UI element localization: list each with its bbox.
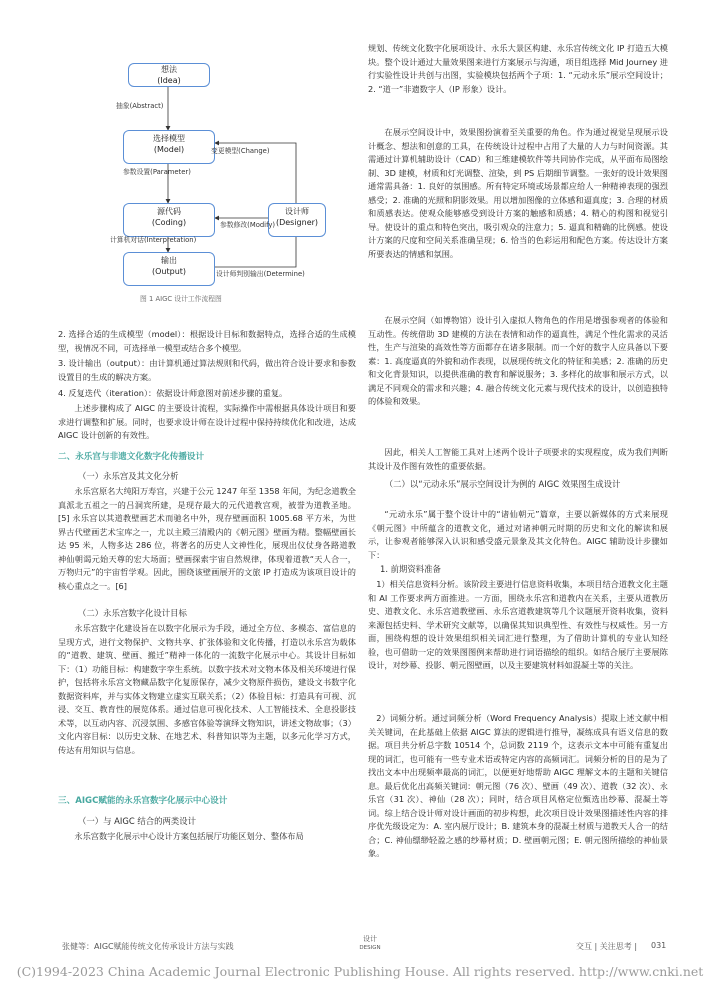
right-paragraph-yuandong: “元动永乐”属于整个设计中的“诸仙朝元”篇章，主要以新媒体的方式来展现《朝元图》中所蕴含的道教文化，通过对诸神朝元时期的历史和文化的解读和展示，让参观者能够深入认识和感受盛元景象及其文化特色。AIGC 辅助设计步骤如下： <box>368 509 668 560</box>
footer-section: 交互 | 关注思考 | <box>576 942 638 951</box>
left-paragraph-output: 3. 设计输出（output）：由计算机通过算法规则和代码，做出符合设计要求和参数设置目的生成的解决方案。 <box>58 358 356 382</box>
left-paragraph-model: 2. 选择合适的生成模型（model）：根据设计目标和数据特点，选择合适的生成模型，视情况不同，可选择单一模型或结合多个模型。 <box>58 329 356 353</box>
left-paragraph-yongle: 永乐宫原名大纯阳万寿宫，兴建于公元 1247 年至 1358 年间，为纪念道教全真派北五祖之一的吕洞宾所建，是现存最大的元代道教宫观，被誉为道教圣地。[5] 永乐宫以其道教壁画艺术而驰名中外，现存壁画面积 1005.68 平方米，为世界古代壁画艺术宝库之一，尤以主殿三清殿内的《朝元图》壁画为精。整幅壁画长达 95 米，人物多达 286 位，将著名的历史人文神性化，展现出仪仗身各路道教神仙朝谒元始天尊的宏大场面；壁画探索宇宙自然规律，体现着道教“天人合一，万物归元”的宇宙哲学观。因此，围绕该壁画展开的文旅 IP 打造成为该项目设计的核心重点之一。[6] <box>58 486 356 591</box>
figure-caption: 图 1 AIGC 设计工作流程图 <box>140 295 222 303</box>
designer-label: 设计师 <box>285 207 309 216</box>
subheading-yuandong: （二）以“元动永乐”展示空间设计为例的 AIGC 效果图生成设计 <box>384 479 621 489</box>
aigc-workflow-diagram <box>73 55 343 300</box>
label-determine: 设计师判别输出(Determine) <box>216 270 305 278</box>
footer-logo-en: DESIGN <box>359 945 381 951</box>
left-paragraph-summary: 上述步骤构成了 AIGC 的主要设计流程，实际操作中需根据具体设计项目和要求进行调整和扩展。同时，也要求设计师在设计过程中保持持续优化和改进，达成 AIGC 设计创新的有效性。 <box>58 403 356 440</box>
coding-box <box>123 203 215 237</box>
subheading-yongle-analysis: （一）永乐宫及其文化分析 <box>78 471 179 481</box>
coding-label: 源代码 <box>157 207 181 216</box>
right-paragraph-info-analysis: 1）相关信息资料分析。该阶段主要进行信息资料收集，本项目结合道教文化主题和 AI 工作要求两方面推进。一方面，围绕永乐宫和道教内在关系，主要从道教历史、道教文化、永乐宫道教壁画、永乐宫道教建筑等几个议题展开资料收集，资料来源包括史料、学术研究文献等，以确保其知识典型性、有效性与权威性。另一方面，围绕构想的设计效果组织相关词汇进行整理，为了借助计算机的专业认知经验，也可借助一定的效果图图例来帮助进行词语描绘的组织。如结合展厅主要展陈设计，对纱幕、投影、朝元图壁画，以及主要建筑材料如混凝土等的关注。 <box>368 579 668 670</box>
idea-label: 想法 <box>161 65 177 74</box>
designer-box <box>268 203 326 237</box>
output-box <box>123 252 215 286</box>
cnki-watermark: (C)1994-2023 China Academic Journal Electronic Publishing House. All rights reserved. http://www.cnki.net <box>16 964 704 979</box>
output-label: 输出 <box>161 256 177 265</box>
left-paragraph-plan: 永乐宫数字化展示中心设计方案包括展厅功能区划分、整体布局 <box>74 831 304 841</box>
section-heading-3: 三、AIGC赋能的永乐宫数字化展示中心设计 <box>58 796 228 806</box>
label-modify: 参数修改(Modify) <box>220 221 276 229</box>
section-heading-2: 二、永乐宫与非遗文化数字化传播设计 <box>58 452 205 462</box>
output-label-en: (Output) <box>151 267 187 276</box>
subheading-two-designs: （一）与 AIGC 结合的两类设计 <box>78 816 196 826</box>
label-abstract: 抽象(Abstract) <box>116 102 164 110</box>
right-paragraph-digital-human: 在展示空间（如博物馆）设计引入虚拟人物角色的作用是增强参观者的体验和互动性。传统借助 3D 建模的方法在表情和动作的逼真性，满足个性化需求的灵活性，生产与渲染的高效性等方面都存在诸多限制。而一个好的数字人应具备以下要素：1. 高度逼真的外貌和动作表现，以展现传统文化的特征和美感；2. 准确的历史和文化背景知识，以提供准确的教育和解说服务；3. 多样化的故事和展示方式，以满足不同观众的需求和兴趣；4. 融合传统文化元素与现代技术的设计，以创造独特的体验和效果。 <box>368 315 668 406</box>
coding-label-en: (Coding) <box>151 218 187 227</box>
model-label: 选择模型 <box>153 134 185 143</box>
left-paragraph-goals: 永乐宫数字化建设旨在以数字化展示为手段，通过全方位、多模态、富信息的呈现方式，进行文物保护、文物共享、扩张体验和文化传播，打造以永乐宫为载体的“道教、建筑、壁画、搬迁”精神一体化的一流数字化展示中心。其设计目标如下：（1）功能目标：构建数字孪生系统。以数字技术对文物本体及相关环境进行保护，包括将永乐宫文物藏品数字化复原保存，减少文物原件损伤，建设文书数字化数据资料库，并与实体文物建立虚实互联关系；（2）体验目标：打造具有可视、沉浸、交互、教育性的展览体系。通过信息可视化技术、人工智能技术、全息投影技术等，以互动内容、沉浸氛围、多感官体验等演绎文物知识，讲述文物故事；（3）文化内容目标：以历史文脉、在地艺术、科普知识等为主题，以多元化学习方式，传达有用知识与信息。 <box>58 623 356 755</box>
right-paragraph-rendering: 在展示空间设计中，效果图扮演着至关重要的角色。作为通过视觉呈现展示设计概念、想法和创意的工具，在传统设计过程中占用了大量的人力与时间资源。其需通过计算机辅助设计（CAD）和三维建模软件等共同协作完成，从平面布局图绘制、3D 建模，材质和灯光调整、渲染，到 PS 后期细节调整。一张好的设计效果图通常需具备：1. 良好的氛围感。所有特定环境或场景都应给人一种精神表现的强烈感受；2. 准确的光照和阴影效果。用以增加图像的立体感和逼真度；3. 合理的材质和质感表达。使观众能够感受到设计方案的触感和质感；4. 精心的构图和视觉引导。使设计的重点和特色突出，吸引观众的注意力；5. 逼真和精确的比例感。使设计方案的尺度和空间关系准确呈现；6. 恰当的色彩运用和配色方案。传达设计方案所要表达的情感和氛围。 <box>368 127 668 259</box>
right-paragraph-word-frequency: 2）词频分析。通过词频分析（Word Frequency Analysis）提取上述文献中相关关键词，在此基础上依据 AIGC 算法的逻辑进行推导，凝练成具有语义信息的数据。项目共分析总字数 10514 个，总词数 2119 个，这表示文本中可能有重复出现的词汇，也可能有一些专业术语或特定内容的高频词汇。词频分析的目的是为了找出文本中出现频率最高的词汇，以便更好地帮助 AIGC 理解文本的主题和关键信息。最后优化出高频关键词：朝元图（76 次）、壁画（49 次）、道教（32 次）、永乐宫（31 次）、神仙（28 次）；同时，结合项目风格定位甄选出纱幕、混凝土等词。综上结合设计师对设计画面的初步构想，此次项目设计效果图描述性内容的排序优先级设定为：A. 室内展厅设计；B. 建筑本身的混凝土材质与道教天人合一的结合；C. 神仙缥缈轻盈之感的纱幕材质；D. 壁画朝元图；E. 朝元图所描绘的神仙景象。 <box>368 713 668 858</box>
footer-article-title: 张健等：AIGC赋能传统文化传承设计方法与实践 <box>62 942 234 951</box>
right-paragraph-criteria: 因此，相关人工智能工具对上述两个设计子项要求的实现程度，成为我们判断其设计及作图有效性的重要依据。 <box>368 447 668 471</box>
model-label-en: (Model) <box>153 145 185 154</box>
label-change: 变更模型(Change) <box>211 147 270 155</box>
subheading-digital-goals: （二）永乐宫数字化设计目标 <box>78 608 187 618</box>
label-interpretation: 计算机对话(Interpretation) <box>110 236 197 244</box>
model-box <box>123 130 215 164</box>
footer-journal-logo <box>350 935 390 953</box>
idea-label-en: (Idea) <box>157 76 181 85</box>
page-number: 031 <box>651 941 667 950</box>
label-parameter: 参数设置(Parameter) <box>123 168 191 176</box>
arrow-determine <box>213 233 296 267</box>
footer-logo-zh: 设计 <box>363 935 377 943</box>
designer-label-en: (Designer) <box>275 218 319 227</box>
right-paragraph-modules: 规划、传统文化数字化展项设计、永乐大景区构建、永乐宫传统文化 IP 打造五大模块。整个设计通过大量效果图来进行方案展示与沟通，项目组选择 Mid Journey 进行实验性设计共创与出图，实验模块包括两个子项：1. “元动永乐”展示空间设计；2. “道一”非遗数字人（IP 形象）设计。 <box>368 43 668 94</box>
idea-box <box>128 63 210 87</box>
subheading-preparation: 1. 前期资料准备 <box>380 564 441 574</box>
left-paragraph-iteration: 4. 反复迭代（iteration）：依据设计师意图对前述步骤的重复。 <box>58 388 288 398</box>
